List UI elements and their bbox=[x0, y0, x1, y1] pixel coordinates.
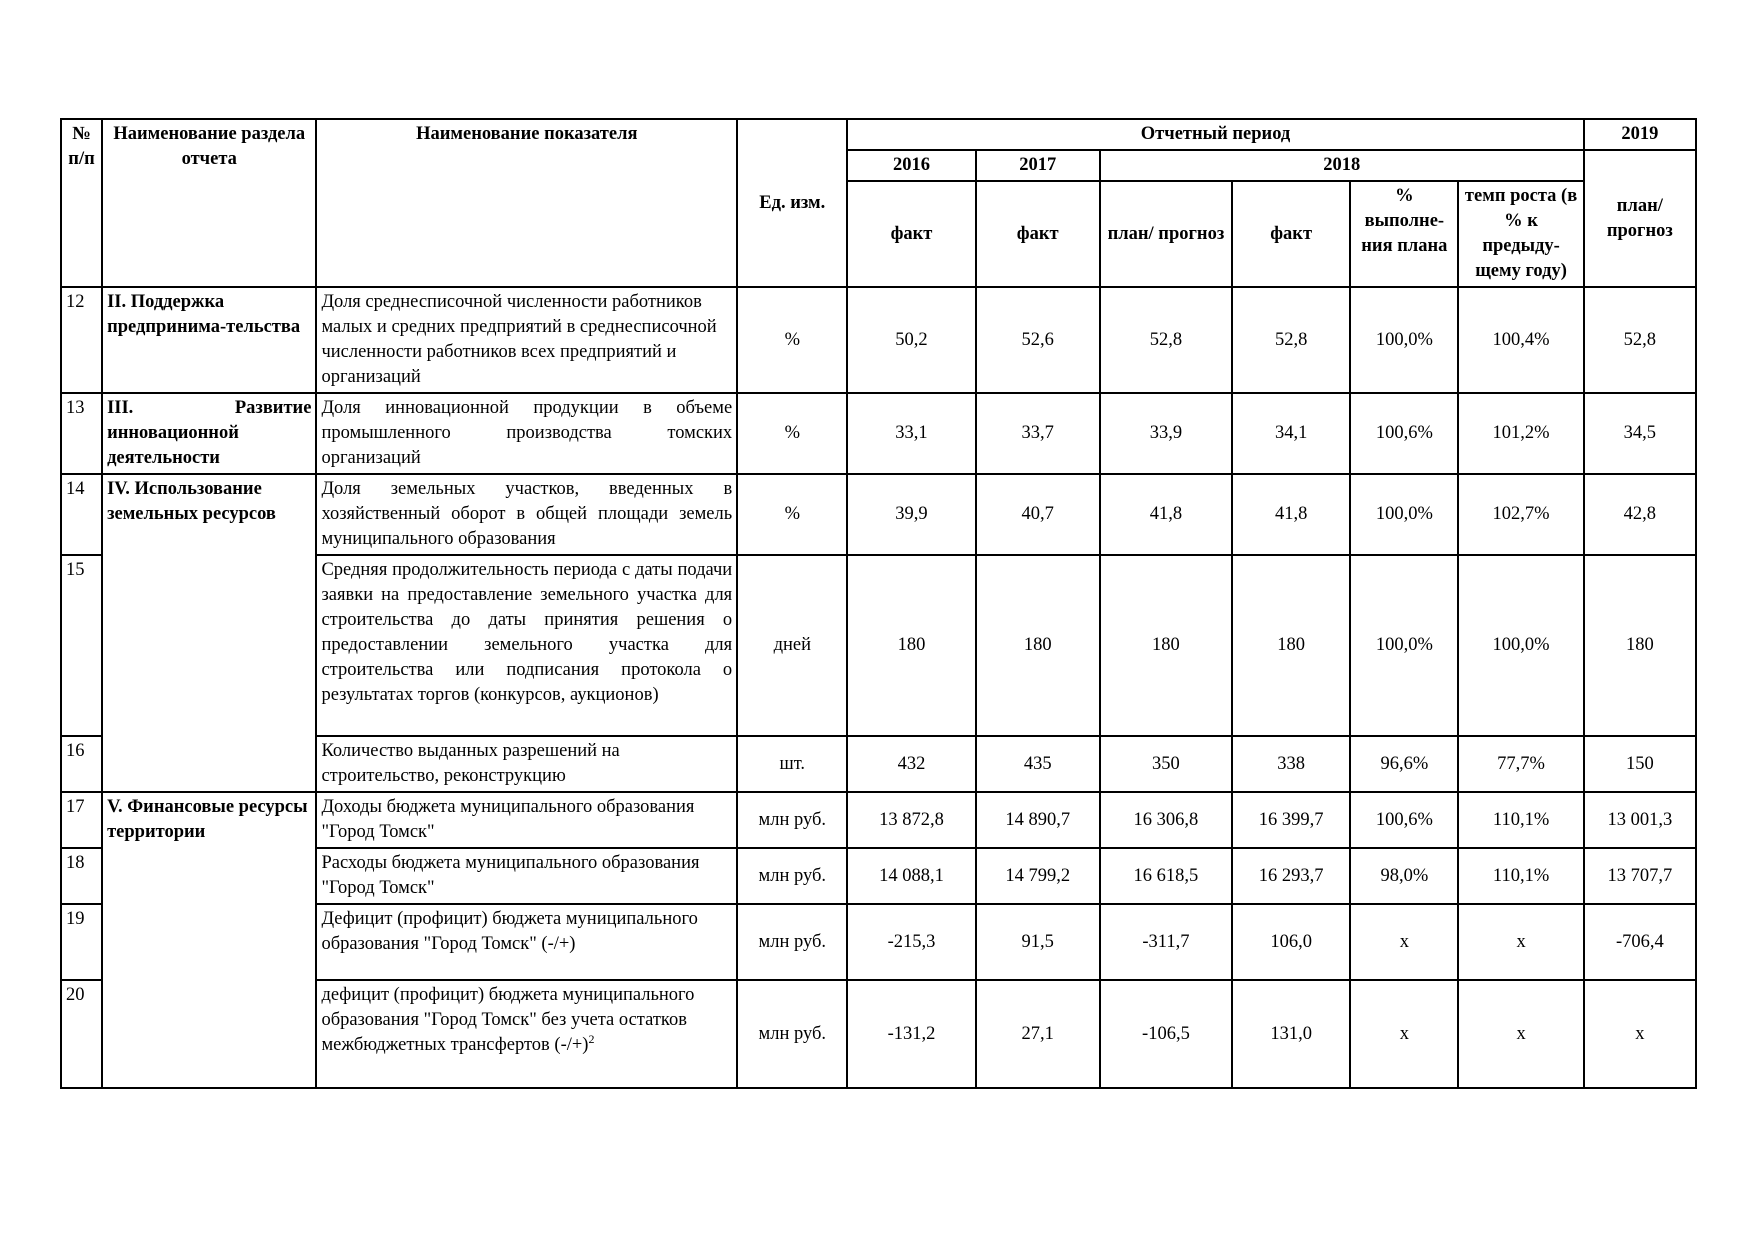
table-row bbox=[61, 474, 1696, 555]
value-pct-plan: 100,0% bbox=[1350, 555, 1458, 736]
unit: % bbox=[737, 474, 847, 555]
value-2017-fact: 27,1 bbox=[976, 980, 1100, 1088]
header-year-2019: 2019 bbox=[1584, 119, 1696, 150]
header-unit: Ед. изм. bbox=[737, 119, 847, 287]
value-2018-plan: 16 618,5 bbox=[1100, 848, 1232, 904]
value-2016-fact: 50,2 bbox=[847, 287, 975, 393]
unit: шт. bbox=[737, 736, 847, 792]
section-name: II. Поддержка предпринима-тельства bbox=[102, 287, 316, 393]
value-growth: 77,7% bbox=[1458, 736, 1583, 792]
header-no: № п/п bbox=[61, 119, 102, 287]
indicator-name: Средняя продолжительность периода с даты подачи заявки на предоставление земельного участка для строительства до даты принятия решения о предоставлении земельного участка для строительства или подписания протокола о результатах торгов (конкурсов, аукционов) bbox=[316, 555, 737, 736]
header-pct-plan: % выполне-ния плана bbox=[1350, 181, 1458, 287]
value-2018-plan: -106,5 bbox=[1100, 980, 1232, 1088]
indicator-name: Дефицит (профицит) бюджета муниципального образования "Город Томск" (-/+) bbox=[316, 904, 737, 980]
indicator-name: Количество выданных разрешений на строительство, реконструкцию bbox=[316, 736, 737, 792]
indicator-name-text: дефицит (профицит) бюджета муниципального образования "Город Томск" без учета остатков межбюджетных трансфертов (-/+) bbox=[321, 985, 695, 1055]
value-2019-plan: х bbox=[1584, 980, 1696, 1088]
unit: млн руб. bbox=[737, 792, 847, 848]
row-number: 14 bbox=[61, 474, 102, 555]
unit: млн руб. bbox=[737, 904, 847, 980]
value-2017-fact: 52,6 bbox=[976, 287, 1100, 393]
value-pct-plan: 96,6% bbox=[1350, 736, 1458, 792]
unit: % bbox=[737, 287, 847, 393]
header-plan-2018: план/ прогноз bbox=[1100, 181, 1232, 287]
row-number: 20 bbox=[61, 980, 102, 1088]
value-growth: 110,1% bbox=[1458, 848, 1583, 904]
value-2018-fact: 34,1 bbox=[1232, 393, 1350, 474]
row-number: 19 bbox=[61, 904, 102, 980]
value-2017-fact: 40,7 bbox=[976, 474, 1100, 555]
value-2018-plan: 350 bbox=[1100, 736, 1232, 792]
value-2018-plan: 41,8 bbox=[1100, 474, 1232, 555]
row-number: 17 bbox=[61, 792, 102, 848]
value-2016-fact: -131,2 bbox=[847, 980, 975, 1088]
header-reporting-period: Отчетный период bbox=[847, 119, 1583, 150]
unit: млн руб. bbox=[737, 980, 847, 1088]
footnote-mark: 2 bbox=[588, 1031, 595, 1046]
row-number: 12 bbox=[61, 287, 102, 393]
value-pct-plan: 100,6% bbox=[1350, 393, 1458, 474]
value-2018-plan: -311,7 bbox=[1100, 904, 1232, 980]
header-plan-2019: план/ прогноз bbox=[1584, 150, 1696, 287]
section-name: IV. Использование земельных ресурсов bbox=[102, 474, 316, 792]
header-year-2016: 2016 bbox=[847, 150, 975, 181]
value-2018-fact: 16 293,7 bbox=[1232, 848, 1350, 904]
value-2017-fact: 33,7 bbox=[976, 393, 1100, 474]
header-growth: темп роста (в % к предыду-щему году) bbox=[1458, 181, 1583, 287]
value-2017-fact: 435 bbox=[976, 736, 1100, 792]
value-2016-fact: 39,9 bbox=[847, 474, 975, 555]
value-pct-plan: 100,0% bbox=[1350, 474, 1458, 555]
header-year-2018: 2018 bbox=[1100, 150, 1584, 181]
value-pct-plan: 100,6% bbox=[1350, 792, 1458, 848]
value-2019-plan: 13 001,3 bbox=[1584, 792, 1696, 848]
value-2018-fact: 106,0 bbox=[1232, 904, 1350, 980]
value-2016-fact: -215,3 bbox=[847, 904, 975, 980]
header-year-2017: 2017 bbox=[976, 150, 1100, 181]
header-indicator: Наименование показателя bbox=[316, 119, 737, 287]
value-growth: 110,1% bbox=[1458, 792, 1583, 848]
value-2018-fact: 180 bbox=[1232, 555, 1350, 736]
row-number: 16 bbox=[61, 736, 102, 792]
value-2018-plan: 52,8 bbox=[1100, 287, 1232, 393]
value-2018-plan: 33,9 bbox=[1100, 393, 1232, 474]
section-name: III. Развитие инновационной деятельности bbox=[102, 393, 316, 474]
table-row bbox=[61, 792, 1696, 848]
table-row bbox=[61, 287, 1696, 393]
indicator-name: Доля инновационной продукции в объеме промышленного производства томских организаций bbox=[316, 393, 737, 474]
value-2019-plan: -706,4 bbox=[1584, 904, 1696, 980]
value-2017-fact: 14 799,2 bbox=[976, 848, 1100, 904]
row-number: 18 bbox=[61, 848, 102, 904]
value-pct-plan: 98,0% bbox=[1350, 848, 1458, 904]
value-2018-fact: 338 bbox=[1232, 736, 1350, 792]
header-fact-2018: факт bbox=[1232, 181, 1350, 287]
value-pct-plan: х bbox=[1350, 980, 1458, 1088]
value-2019-plan: 180 bbox=[1584, 555, 1696, 736]
value-2019-plan: 150 bbox=[1584, 736, 1696, 792]
value-2018-fact: 52,8 bbox=[1232, 287, 1350, 393]
value-2017-fact: 14 890,7 bbox=[976, 792, 1100, 848]
value-2016-fact: 14 088,1 bbox=[847, 848, 975, 904]
report-table bbox=[60, 118, 1697, 1089]
value-2016-fact: 180 bbox=[847, 555, 975, 736]
value-2018-fact: 41,8 bbox=[1232, 474, 1350, 555]
unit: дней bbox=[737, 555, 847, 736]
value-2018-plan: 180 bbox=[1100, 555, 1232, 736]
header-fact-2017: факт bbox=[976, 181, 1100, 287]
unit: млн руб. bbox=[737, 848, 847, 904]
indicator-name: Доля среднесписочной численности работников малых и средних предприятий в среднесписочной численности работников всех предприятий и организаций bbox=[316, 287, 737, 393]
header-fact-2016: факт bbox=[847, 181, 975, 287]
row-number: 13 bbox=[61, 393, 102, 474]
value-growth: 100,4% bbox=[1458, 287, 1583, 393]
header-section: Наименование раздела отчета bbox=[102, 119, 316, 287]
value-2016-fact: 33,1 bbox=[847, 393, 975, 474]
indicator-name: Расходы бюджета муниципального образования "Город Томск" bbox=[316, 848, 737, 904]
value-growth: х bbox=[1458, 980, 1583, 1088]
value-2019-plan: 13 707,7 bbox=[1584, 848, 1696, 904]
value-growth: 101,2% bbox=[1458, 393, 1583, 474]
value-2016-fact: 432 bbox=[847, 736, 975, 792]
value-2018-fact: 16 399,7 bbox=[1232, 792, 1350, 848]
indicator-name bbox=[316, 980, 737, 1088]
value-2016-fact: 13 872,8 bbox=[847, 792, 975, 848]
value-2019-plan: 42,8 bbox=[1584, 474, 1696, 555]
value-2019-plan: 34,5 bbox=[1584, 393, 1696, 474]
value-2018-plan: 16 306,8 bbox=[1100, 792, 1232, 848]
indicator-name: Доля земельных участков, введенных в хозяйственный оборот в общей площади земель муниципального образования bbox=[316, 474, 737, 555]
value-growth: 102,7% bbox=[1458, 474, 1583, 555]
value-pct-plan: 100,0% bbox=[1350, 287, 1458, 393]
value-growth: х bbox=[1458, 904, 1583, 980]
value-growth: 100,0% bbox=[1458, 555, 1583, 736]
section-name: V. Финансовые ресурсы территории bbox=[102, 792, 316, 1088]
value-2018-fact: 131,0 bbox=[1232, 980, 1350, 1088]
value-2017-fact: 180 bbox=[976, 555, 1100, 736]
value-2019-plan: 52,8 bbox=[1584, 287, 1696, 393]
table-row bbox=[61, 393, 1696, 474]
value-pct-plan: х bbox=[1350, 904, 1458, 980]
value-2017-fact: 91,5 bbox=[976, 904, 1100, 980]
indicator-name: Доходы бюджета муниципального образования "Город Томск" bbox=[316, 792, 737, 848]
row-number: 15 bbox=[61, 555, 102, 736]
unit: % bbox=[737, 393, 847, 474]
